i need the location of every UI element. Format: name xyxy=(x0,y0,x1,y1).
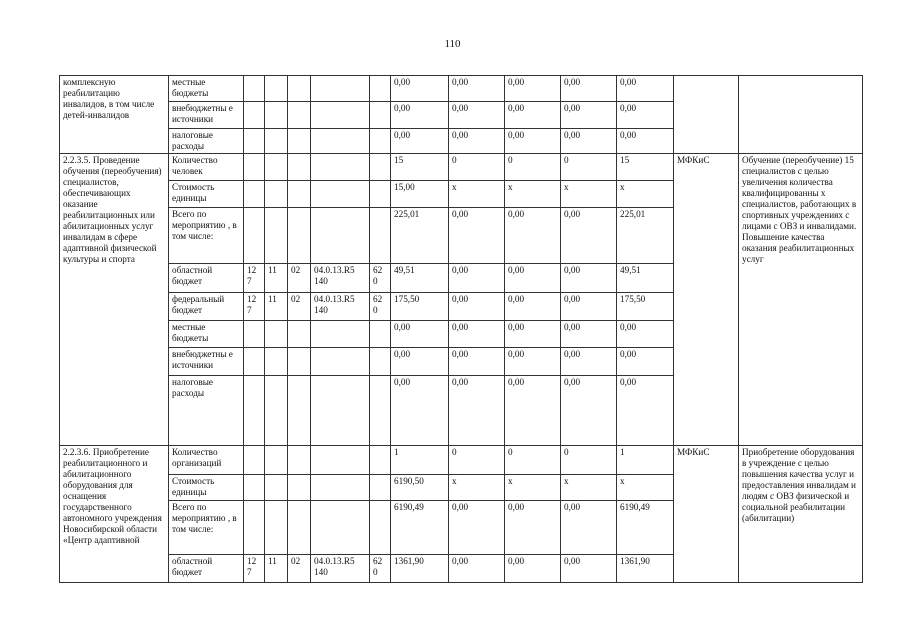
value-cell: х xyxy=(561,181,617,208)
code-cell xyxy=(288,475,311,501)
code-cell xyxy=(288,446,311,475)
code-cell xyxy=(370,348,391,376)
value-cell: 0,00 xyxy=(505,76,561,102)
value-cell: х xyxy=(505,475,561,501)
code-cell xyxy=(370,102,391,129)
code-cell: 11 xyxy=(265,293,288,321)
value-cell: 0,00 xyxy=(561,102,617,129)
funding-source-cell: Количество человек xyxy=(169,154,244,181)
code-cell: 04.0.13.R5 140 xyxy=(311,293,370,321)
code-cell xyxy=(244,446,265,475)
value-cell: 0,00 xyxy=(617,321,674,348)
value-cell: 0,00 xyxy=(561,129,617,154)
value-cell: 0,00 xyxy=(449,102,505,129)
value-cell: х xyxy=(449,181,505,208)
value-cell: 1 xyxy=(617,446,674,475)
code-cell xyxy=(370,475,391,501)
funding-source-cell: Стоимость единицы xyxy=(169,181,244,208)
code-cell: 04.0.13.R5 140 xyxy=(311,555,370,583)
section3-executor: МФКиС xyxy=(674,446,739,583)
value-cell: 0,00 xyxy=(561,264,617,293)
table-row xyxy=(60,76,863,102)
funding-source-cell: Всего по мероприятию , в том числе: xyxy=(169,501,244,555)
funding-source-cell: внебюджетны е источники xyxy=(169,348,244,376)
funding-source-cell: Количество организаций xyxy=(169,446,244,475)
value-cell: 0 xyxy=(449,154,505,181)
code-cell xyxy=(288,76,311,102)
code-cell xyxy=(288,501,311,555)
funding-source-cell: местные бюджеты xyxy=(169,76,244,102)
value-cell: 0,00 xyxy=(561,293,617,321)
value-cell: х xyxy=(505,181,561,208)
value-cell: 0,00 xyxy=(391,348,449,376)
value-cell: 0,00 xyxy=(449,348,505,376)
value-cell: 0,00 xyxy=(449,321,505,348)
code-cell xyxy=(265,208,288,264)
code-cell xyxy=(311,76,370,102)
value-cell: 0,00 xyxy=(449,264,505,293)
value-cell: 175,50 xyxy=(391,293,449,321)
funding-source-cell: налоговые расходы xyxy=(169,129,244,154)
value-cell: 0,00 xyxy=(391,102,449,129)
value-cell: 0,00 xyxy=(449,376,505,446)
code-cell: 02 xyxy=(288,293,311,321)
value-cell: 0,00 xyxy=(391,129,449,154)
code-cell xyxy=(311,181,370,208)
value-cell: 0,00 xyxy=(505,208,561,264)
value-cell: 1 xyxy=(391,446,449,475)
code-cell: 12 7 xyxy=(244,264,265,293)
section3-activity-name: 2.2.3.6. Приобретение реабилитационного и абилитационного оборудования для оснащения государственного автономного учреждения Новосибирской области «Центр адаптивной xyxy=(60,446,169,583)
code-cell: 12 7 xyxy=(244,293,265,321)
value-cell: 0,00 xyxy=(617,129,674,154)
code-cell xyxy=(244,181,265,208)
code-cell xyxy=(265,321,288,348)
funding-source-cell: внебюджетны е источники xyxy=(169,102,244,129)
value-cell: 6190,49 xyxy=(617,501,674,555)
value-cell: 225,01 xyxy=(617,208,674,264)
section2-activity-name: 2.2.3.5. Проведение обучения (переобучения) специалистов, обеспечивающих оказание реабилитационных или абилитационных услуг инвалидам в сфере адаптивной физической культуры и спорта xyxy=(60,154,169,446)
code-cell xyxy=(265,501,288,555)
value-cell: 0,00 xyxy=(561,555,617,583)
funding-source-cell: областной бюджет xyxy=(169,555,244,583)
value-cell: 0,00 xyxy=(449,293,505,321)
value-cell: 0,00 xyxy=(561,501,617,555)
code-cell xyxy=(370,376,391,446)
value-cell: 0,00 xyxy=(617,348,674,376)
code-cell xyxy=(288,348,311,376)
value-cell: 15 xyxy=(391,154,449,181)
value-cell: 0,00 xyxy=(505,321,561,348)
code-cell xyxy=(288,208,311,264)
section3-result: Приобретение оборудования в учреждение с целью повышения качества услуг и предоставления инвалидам и людям с ОВЗ физической и социальной реабилитации (абилитации) xyxy=(739,446,863,583)
code-cell xyxy=(244,376,265,446)
section1-activity-name: комплексную реабилитацию инвалидов, в том числе детей-инвалидов xyxy=(60,76,169,154)
code-cell xyxy=(370,501,391,555)
code-cell xyxy=(311,348,370,376)
value-cell: 0,00 xyxy=(505,102,561,129)
code-cell xyxy=(311,475,370,501)
value-cell: 6190,50 xyxy=(391,475,449,501)
code-cell: 02 xyxy=(288,264,311,293)
code-cell xyxy=(265,348,288,376)
value-cell: 0,00 xyxy=(561,348,617,376)
value-cell: 15,00 xyxy=(391,181,449,208)
code-cell: 12 7 xyxy=(244,555,265,583)
value-cell: 0,00 xyxy=(391,376,449,446)
code-cell xyxy=(244,76,265,102)
value-cell: 0,00 xyxy=(617,76,674,102)
code-cell xyxy=(265,154,288,181)
code-cell xyxy=(265,376,288,446)
code-cell xyxy=(288,181,311,208)
value-cell: 0,00 xyxy=(561,76,617,102)
funding-source-cell: местные бюджеты xyxy=(169,321,244,348)
funding-source-cell: Стоимость единицы xyxy=(169,475,244,501)
section1-result xyxy=(739,76,863,154)
code-cell xyxy=(370,76,391,102)
value-cell: 0,00 xyxy=(449,129,505,154)
code-cell: 04.0.13.R5 140 xyxy=(311,264,370,293)
value-cell: 1361,90 xyxy=(391,555,449,583)
code-cell xyxy=(370,181,391,208)
section2-result: Обучение (переобучение) 15 специалистов с целью увеличения количества квалифицированны х специалистов, работающих в спортивных учреждениях с лицами с ОВЗ и инвалидами. Повышение качества оказания реабилитационных услуг xyxy=(739,154,863,446)
code-cell xyxy=(370,208,391,264)
code-cell: 11 xyxy=(265,555,288,583)
value-cell: 175,50 xyxy=(617,293,674,321)
value-cell: х xyxy=(561,475,617,501)
code-cell xyxy=(244,208,265,264)
value-cell: 225,01 xyxy=(391,208,449,264)
code-cell xyxy=(311,446,370,475)
value-cell: 1361,90 xyxy=(617,555,674,583)
funding-source-cell: федеральный бюджет xyxy=(169,293,244,321)
value-cell: 0 xyxy=(505,154,561,181)
code-cell xyxy=(370,154,391,181)
value-cell: 0,00 xyxy=(505,376,561,446)
value-cell: 0,00 xyxy=(391,76,449,102)
section2-executor: МФКиС xyxy=(674,154,739,446)
code-cell xyxy=(311,102,370,129)
value-cell: 0 xyxy=(561,154,617,181)
code-cell xyxy=(311,321,370,348)
code-cell xyxy=(265,76,288,102)
value-cell: 0,00 xyxy=(449,208,505,264)
code-cell xyxy=(265,129,288,154)
value-cell: х xyxy=(617,475,674,501)
value-cell: 0,00 xyxy=(505,501,561,555)
code-cell xyxy=(265,446,288,475)
table-row xyxy=(60,446,863,475)
value-cell: 0,00 xyxy=(617,102,674,129)
budget-table xyxy=(59,75,863,583)
code-cell xyxy=(311,208,370,264)
code-cell xyxy=(265,181,288,208)
code-cell xyxy=(265,475,288,501)
value-cell: 0,00 xyxy=(561,376,617,446)
value-cell: 0,00 xyxy=(505,293,561,321)
code-cell xyxy=(288,154,311,181)
page-number: 110 xyxy=(444,38,461,50)
code-cell xyxy=(311,376,370,446)
code-cell xyxy=(370,446,391,475)
table-row xyxy=(60,154,863,181)
value-cell: 0,00 xyxy=(561,208,617,264)
value-cell: 0,00 xyxy=(505,555,561,583)
funding-source-cell: областной бюджет xyxy=(169,264,244,293)
code-cell: 62 0 xyxy=(370,293,391,321)
code-cell xyxy=(244,129,265,154)
code-cell xyxy=(288,129,311,154)
value-cell: 0,00 xyxy=(617,376,674,446)
value-cell: 0,00 xyxy=(449,501,505,555)
funding-source-cell: налоговые расходы xyxy=(169,376,244,446)
code-cell: 11 xyxy=(265,264,288,293)
value-cell: 0,00 xyxy=(449,555,505,583)
code-cell xyxy=(311,129,370,154)
code-cell xyxy=(244,102,265,129)
value-cell: 49,51 xyxy=(391,264,449,293)
code-cell xyxy=(288,376,311,446)
funding-source-cell: Всего по мероприятию , в том числе: xyxy=(169,208,244,264)
value-cell: 0 xyxy=(505,446,561,475)
code-cell xyxy=(370,129,391,154)
code-cell xyxy=(311,501,370,555)
code-cell xyxy=(311,154,370,181)
code-cell: 62 0 xyxy=(370,555,391,583)
code-cell xyxy=(244,475,265,501)
value-cell: 0,00 xyxy=(505,348,561,376)
value-cell: 0,00 xyxy=(561,321,617,348)
code-cell xyxy=(288,321,311,348)
value-cell: х xyxy=(449,475,505,501)
value-cell: 15 xyxy=(617,154,674,181)
code-cell: 62 0 xyxy=(370,264,391,293)
code-cell xyxy=(244,321,265,348)
value-cell: 0,00 xyxy=(449,76,505,102)
value-cell: 0,00 xyxy=(391,321,449,348)
value-cell: 0 xyxy=(561,446,617,475)
value-cell: 49,51 xyxy=(617,264,674,293)
code-cell: 02 xyxy=(288,555,311,583)
code-cell xyxy=(244,154,265,181)
value-cell: 6190,49 xyxy=(391,501,449,555)
value-cell: х xyxy=(617,181,674,208)
code-cell xyxy=(265,102,288,129)
code-cell xyxy=(244,348,265,376)
value-cell: 0,00 xyxy=(505,129,561,154)
value-cell: 0 xyxy=(449,446,505,475)
section1-executor xyxy=(674,76,739,154)
value-cell: 0,00 xyxy=(505,264,561,293)
code-cell xyxy=(370,321,391,348)
code-cell xyxy=(288,102,311,129)
code-cell xyxy=(244,501,265,555)
